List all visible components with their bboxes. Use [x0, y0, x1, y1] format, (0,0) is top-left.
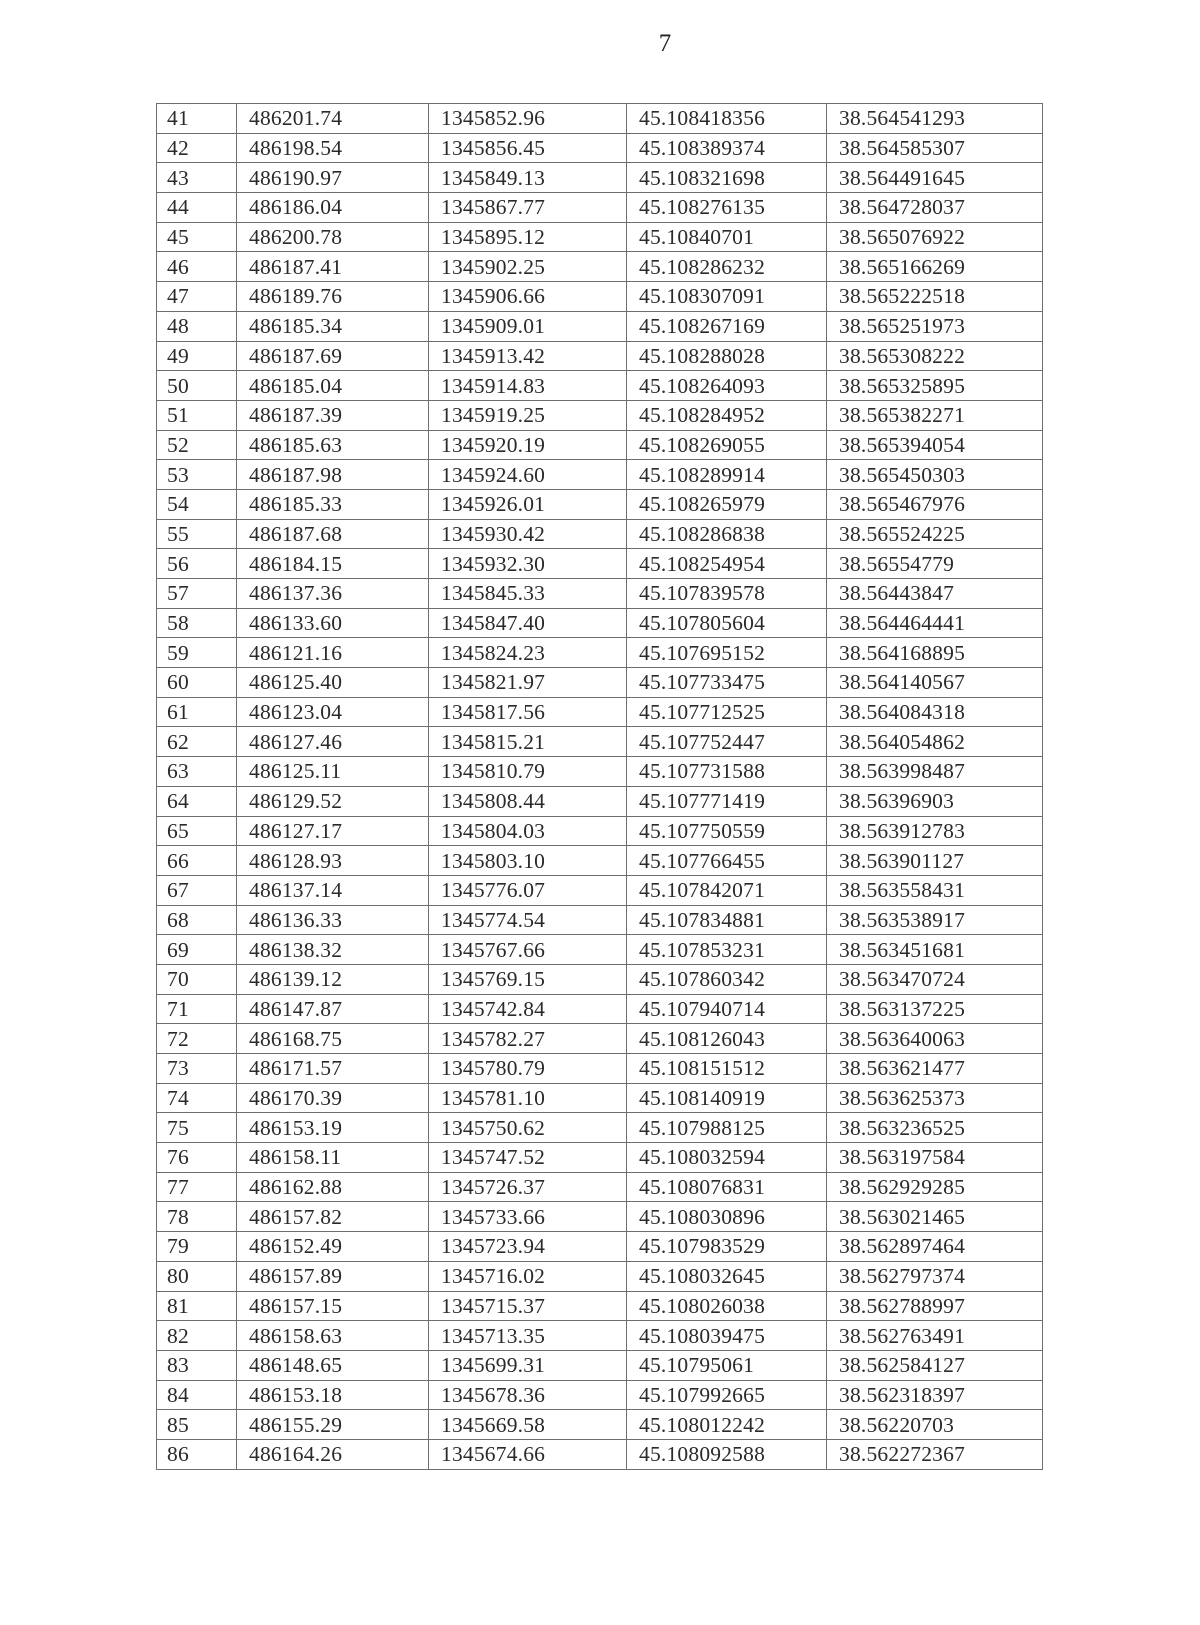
- latitude-cell: 45.108126043: [627, 1024, 827, 1054]
- point-number-cell: 73: [157, 1054, 237, 1084]
- latitude-cell: 45.108151512: [627, 1054, 827, 1084]
- table-row: [157, 994, 1043, 1024]
- x-coordinate-cell: 486186.04: [237, 193, 429, 223]
- longitude-cell: 38.564140567: [827, 668, 1043, 698]
- longitude-cell: 38.563998487: [827, 757, 1043, 787]
- point-number-cell: 86: [157, 1439, 237, 1469]
- latitude-cell: 45.108254954: [627, 549, 827, 579]
- x-coordinate-cell: 486185.04: [237, 371, 429, 401]
- latitude-cell: 45.108030896: [627, 1202, 827, 1232]
- y-coordinate-cell: 1345669.58: [429, 1410, 627, 1440]
- point-number-cell: 77: [157, 1172, 237, 1202]
- y-coordinate-cell: 1345716.02: [429, 1261, 627, 1291]
- point-number-cell: 44: [157, 193, 237, 223]
- y-coordinate-cell: 1345920.19: [429, 430, 627, 460]
- latitude-cell: 45.108026038: [627, 1291, 827, 1321]
- longitude-cell: 38.562797374: [827, 1261, 1043, 1291]
- table-row: [157, 341, 1043, 371]
- point-number-cell: 67: [157, 875, 237, 905]
- y-coordinate-cell: 1345932.30: [429, 549, 627, 579]
- point-number-cell: 84: [157, 1380, 237, 1410]
- x-coordinate-cell: 486125.11: [237, 757, 429, 787]
- y-coordinate-cell: 1345733.66: [429, 1202, 627, 1232]
- table-row: [157, 1410, 1043, 1440]
- latitude-cell: 45.107842071: [627, 875, 827, 905]
- point-number-cell: 83: [157, 1350, 237, 1380]
- x-coordinate-cell: 486185.63: [237, 430, 429, 460]
- table-row: [157, 638, 1043, 668]
- y-coordinate-cell: 1345713.35: [429, 1321, 627, 1351]
- y-coordinate-cell: 1345867.77: [429, 193, 627, 223]
- longitude-cell: 38.56443847: [827, 579, 1043, 609]
- longitude-cell: 38.563538917: [827, 905, 1043, 935]
- latitude-cell: 45.107992665: [627, 1380, 827, 1410]
- longitude-cell: 38.565251973: [827, 311, 1043, 341]
- longitude-cell: 38.563197584: [827, 1143, 1043, 1173]
- latitude-cell: 45.107983529: [627, 1232, 827, 1262]
- latitude-cell: 45.107805604: [627, 608, 827, 638]
- point-number-cell: 72: [157, 1024, 237, 1054]
- point-number-cell: 56: [157, 549, 237, 579]
- longitude-cell: 38.565394054: [827, 430, 1043, 460]
- x-coordinate-cell: 486148.65: [237, 1350, 429, 1380]
- latitude-cell: 45.108288028: [627, 341, 827, 371]
- longitude-cell: 38.565382271: [827, 400, 1043, 430]
- table-row: [157, 964, 1043, 994]
- longitude-cell: 38.563236525: [827, 1113, 1043, 1143]
- y-coordinate-cell: 1345810.79: [429, 757, 627, 787]
- latitude-cell: 45.107712525: [627, 697, 827, 727]
- y-coordinate-cell: 1345750.62: [429, 1113, 627, 1143]
- longitude-cell: 38.563558431: [827, 875, 1043, 905]
- longitude-cell: 38.562272367: [827, 1439, 1043, 1469]
- point-number-cell: 61: [157, 697, 237, 727]
- x-coordinate-cell: 486152.49: [237, 1232, 429, 1262]
- table-row: [157, 400, 1043, 430]
- point-number-cell: 74: [157, 1083, 237, 1113]
- point-number-cell: 50: [157, 371, 237, 401]
- point-number-cell: 43: [157, 163, 237, 193]
- y-coordinate-cell: 1345856.45: [429, 133, 627, 163]
- y-coordinate-cell: 1345678.36: [429, 1380, 627, 1410]
- longitude-cell: 38.564084318: [827, 697, 1043, 727]
- latitude-cell: 45.108265979: [627, 489, 827, 519]
- point-number-cell: 85: [157, 1410, 237, 1440]
- table-row: [157, 786, 1043, 816]
- latitude-cell: 45.108032645: [627, 1261, 827, 1291]
- latitude-cell: 45.108321698: [627, 163, 827, 193]
- point-number-cell: 71: [157, 994, 237, 1024]
- x-coordinate-cell: 486184.15: [237, 549, 429, 579]
- latitude-cell: 45.108039475: [627, 1321, 827, 1351]
- latitude-cell: 45.108076831: [627, 1172, 827, 1202]
- table-row: [157, 1350, 1043, 1380]
- x-coordinate-cell: 486187.41: [237, 252, 429, 282]
- latitude-cell: 45.10840701: [627, 222, 827, 252]
- y-coordinate-cell: 1345895.12: [429, 222, 627, 252]
- longitude-cell: 38.565308222: [827, 341, 1043, 371]
- latitude-cell: 45.108140919: [627, 1083, 827, 1113]
- x-coordinate-cell: 486157.82: [237, 1202, 429, 1232]
- table-row: [157, 1083, 1043, 1113]
- y-coordinate-cell: 1345747.52: [429, 1143, 627, 1173]
- point-number-cell: 46: [157, 252, 237, 282]
- table-row: [157, 757, 1043, 787]
- table-row: [157, 252, 1043, 282]
- table-row: [157, 1172, 1043, 1202]
- longitude-cell: 38.56554779: [827, 549, 1043, 579]
- y-coordinate-cell: 1345817.56: [429, 697, 627, 727]
- x-coordinate-cell: 486121.16: [237, 638, 429, 668]
- point-number-cell: 80: [157, 1261, 237, 1291]
- point-number-cell: 70: [157, 964, 237, 994]
- point-number-cell: 48: [157, 311, 237, 341]
- latitude-cell: 45.108284952: [627, 400, 827, 430]
- point-number-cell: 60: [157, 668, 237, 698]
- longitude-cell: 38.565467976: [827, 489, 1043, 519]
- table-row: [157, 1261, 1043, 1291]
- y-coordinate-cell: 1345808.44: [429, 786, 627, 816]
- point-number-cell: 76: [157, 1143, 237, 1173]
- x-coordinate-cell: 486187.69: [237, 341, 429, 371]
- x-coordinate-cell: 486170.39: [237, 1083, 429, 1113]
- x-coordinate-cell: 486147.87: [237, 994, 429, 1024]
- point-number-cell: 69: [157, 935, 237, 965]
- latitude-cell: 45.107766455: [627, 846, 827, 876]
- point-number-cell: 59: [157, 638, 237, 668]
- longitude-cell: 38.565076922: [827, 222, 1043, 252]
- point-number-cell: 82: [157, 1321, 237, 1351]
- table-row: [157, 727, 1043, 757]
- longitude-cell: 38.565524225: [827, 519, 1043, 549]
- point-number-cell: 41: [157, 104, 237, 134]
- table-row: [157, 1202, 1043, 1232]
- x-coordinate-cell: 486133.60: [237, 608, 429, 638]
- coordinates-table-body: [157, 104, 1043, 1470]
- x-coordinate-cell: 486157.15: [237, 1291, 429, 1321]
- table-row: [157, 875, 1043, 905]
- longitude-cell: 38.562318397: [827, 1380, 1043, 1410]
- y-coordinate-cell: 1345715.37: [429, 1291, 627, 1321]
- longitude-cell: 38.563625373: [827, 1083, 1043, 1113]
- y-coordinate-cell: 1345906.66: [429, 282, 627, 312]
- y-coordinate-cell: 1345815.21: [429, 727, 627, 757]
- longitude-cell: 38.563470724: [827, 964, 1043, 994]
- point-number-cell: 64: [157, 786, 237, 816]
- y-coordinate-cell: 1345782.27: [429, 1024, 627, 1054]
- latitude-cell: 45.108389374: [627, 133, 827, 163]
- x-coordinate-cell: 486128.93: [237, 846, 429, 876]
- longitude-cell: 38.564491645: [827, 163, 1043, 193]
- latitude-cell: 45.107750559: [627, 816, 827, 846]
- x-coordinate-cell: 486201.74: [237, 104, 429, 134]
- x-coordinate-cell: 486185.33: [237, 489, 429, 519]
- point-number-cell: 58: [157, 608, 237, 638]
- table-row: [157, 430, 1043, 460]
- y-coordinate-cell: 1345776.07: [429, 875, 627, 905]
- latitude-cell: 45.108307091: [627, 282, 827, 312]
- table-row: [157, 489, 1043, 519]
- point-number-cell: 54: [157, 489, 237, 519]
- point-number-cell: 63: [157, 757, 237, 787]
- latitude-cell: 45.107834881: [627, 905, 827, 935]
- y-coordinate-cell: 1345914.83: [429, 371, 627, 401]
- y-coordinate-cell: 1345902.25: [429, 252, 627, 282]
- table-row: [157, 282, 1043, 312]
- longitude-cell: 38.563912783: [827, 816, 1043, 846]
- point-number-cell: 62: [157, 727, 237, 757]
- y-coordinate-cell: 1345926.01: [429, 489, 627, 519]
- y-coordinate-cell: 1345930.42: [429, 519, 627, 549]
- point-number-cell: 53: [157, 460, 237, 490]
- latitude-cell: 45.107752447: [627, 727, 827, 757]
- y-coordinate-cell: 1345726.37: [429, 1172, 627, 1202]
- y-coordinate-cell: 1345723.94: [429, 1232, 627, 1262]
- y-coordinate-cell: 1345699.31: [429, 1350, 627, 1380]
- x-coordinate-cell: 486171.57: [237, 1054, 429, 1084]
- latitude-cell: 45.108276135: [627, 193, 827, 223]
- x-coordinate-cell: 486139.12: [237, 964, 429, 994]
- coordinates-table: [156, 103, 1043, 1470]
- y-coordinate-cell: 1345909.01: [429, 311, 627, 341]
- x-coordinate-cell: 486158.63: [237, 1321, 429, 1351]
- latitude-cell: 45.108286838: [627, 519, 827, 549]
- y-coordinate-cell: 1345919.25: [429, 400, 627, 430]
- latitude-cell: 45.107733475: [627, 668, 827, 698]
- point-number-cell: 45: [157, 222, 237, 252]
- x-coordinate-cell: 486137.14: [237, 875, 429, 905]
- point-number-cell: 49: [157, 341, 237, 371]
- longitude-cell: 38.564585307: [827, 133, 1043, 163]
- y-coordinate-cell: 1345824.23: [429, 638, 627, 668]
- longitude-cell: 38.56396903: [827, 786, 1043, 816]
- latitude-cell: 45.108286232: [627, 252, 827, 282]
- longitude-cell: 38.565325895: [827, 371, 1043, 401]
- latitude-cell: 45.108264093: [627, 371, 827, 401]
- page-number: 7: [658, 30, 672, 57]
- y-coordinate-cell: 1345849.13: [429, 163, 627, 193]
- latitude-cell: 45.107853231: [627, 935, 827, 965]
- latitude-cell: 45.108289914: [627, 460, 827, 490]
- x-coordinate-cell: 486125.40: [237, 668, 429, 698]
- point-number-cell: 75: [157, 1113, 237, 1143]
- x-coordinate-cell: 486153.19: [237, 1113, 429, 1143]
- table-row: [157, 549, 1043, 579]
- y-coordinate-cell: 1345804.03: [429, 816, 627, 846]
- table-row: [157, 608, 1043, 638]
- x-coordinate-cell: 486153.18: [237, 1380, 429, 1410]
- x-coordinate-cell: 486155.29: [237, 1410, 429, 1440]
- longitude-cell: 38.562788997: [827, 1291, 1043, 1321]
- x-coordinate-cell: 486200.78: [237, 222, 429, 252]
- longitude-cell: 38.562929285: [827, 1172, 1043, 1202]
- latitude-cell: 45.108012242: [627, 1410, 827, 1440]
- y-coordinate-cell: 1345767.66: [429, 935, 627, 965]
- table-row: [157, 104, 1043, 134]
- longitude-cell: 38.56220703: [827, 1410, 1043, 1440]
- table-row: [157, 579, 1043, 609]
- table-row: [157, 460, 1043, 490]
- table-row: [157, 519, 1043, 549]
- point-number-cell: 79: [157, 1232, 237, 1262]
- longitude-cell: 38.562897464: [827, 1232, 1043, 1262]
- x-coordinate-cell: 486127.46: [237, 727, 429, 757]
- x-coordinate-cell: 486164.26: [237, 1439, 429, 1469]
- y-coordinate-cell: 1345781.10: [429, 1083, 627, 1113]
- table-row: [157, 935, 1043, 965]
- y-coordinate-cell: 1345774.54: [429, 905, 627, 935]
- x-coordinate-cell: 486190.97: [237, 163, 429, 193]
- x-coordinate-cell: 486189.76: [237, 282, 429, 312]
- x-coordinate-cell: 486187.39: [237, 400, 429, 430]
- point-number-cell: 57: [157, 579, 237, 609]
- latitude-cell: 45.107860342: [627, 964, 827, 994]
- x-coordinate-cell: 486187.98: [237, 460, 429, 490]
- table-row: [157, 668, 1043, 698]
- table-row: [157, 311, 1043, 341]
- longitude-cell: 38.563621477: [827, 1054, 1043, 1084]
- longitude-cell: 38.563021465: [827, 1202, 1043, 1232]
- point-number-cell: 42: [157, 133, 237, 163]
- longitude-cell: 38.564168895: [827, 638, 1043, 668]
- point-number-cell: 55: [157, 519, 237, 549]
- longitude-cell: 38.563451681: [827, 935, 1043, 965]
- y-coordinate-cell: 1345852.96: [429, 104, 627, 134]
- longitude-cell: 38.564728037: [827, 193, 1043, 223]
- latitude-cell: 45.108032594: [627, 1143, 827, 1173]
- x-coordinate-cell: 486185.34: [237, 311, 429, 341]
- table-row: [157, 1024, 1043, 1054]
- longitude-cell: 38.563901127: [827, 846, 1043, 876]
- x-coordinate-cell: 486129.52: [237, 786, 429, 816]
- latitude-cell: 45.108267169: [627, 311, 827, 341]
- table-row: [157, 846, 1043, 876]
- x-coordinate-cell: 486158.11: [237, 1143, 429, 1173]
- table-row: [157, 1439, 1043, 1469]
- longitude-cell: 38.565222518: [827, 282, 1043, 312]
- point-number-cell: 52: [157, 430, 237, 460]
- table-row: [157, 133, 1043, 163]
- y-coordinate-cell: 1345847.40: [429, 608, 627, 638]
- table-row: [157, 1054, 1043, 1084]
- y-coordinate-cell: 1345913.42: [429, 341, 627, 371]
- point-number-cell: 78: [157, 1202, 237, 1232]
- table-row: [157, 1291, 1043, 1321]
- latitude-cell: 45.107731588: [627, 757, 827, 787]
- latitude-cell: 45.107771419: [627, 786, 827, 816]
- latitude-cell: 45.107988125: [627, 1113, 827, 1143]
- x-coordinate-cell: 486138.32: [237, 935, 429, 965]
- table-row: [157, 1232, 1043, 1262]
- y-coordinate-cell: 1345845.33: [429, 579, 627, 609]
- x-coordinate-cell: 486198.54: [237, 133, 429, 163]
- table-row: [157, 816, 1043, 846]
- y-coordinate-cell: 1345780.79: [429, 1054, 627, 1084]
- y-coordinate-cell: 1345674.66: [429, 1439, 627, 1469]
- table-row: [157, 193, 1043, 223]
- y-coordinate-cell: 1345742.84: [429, 994, 627, 1024]
- point-number-cell: 65: [157, 816, 237, 846]
- table-row: [157, 1113, 1043, 1143]
- latitude-cell: 45.107839578: [627, 579, 827, 609]
- table-row: [157, 905, 1043, 935]
- table-row: [157, 163, 1043, 193]
- point-number-cell: 47: [157, 282, 237, 312]
- x-coordinate-cell: 486123.04: [237, 697, 429, 727]
- x-coordinate-cell: 486127.17: [237, 816, 429, 846]
- longitude-cell: 38.565166269: [827, 252, 1043, 282]
- latitude-cell: 45.107695152: [627, 638, 827, 668]
- point-number-cell: 51: [157, 400, 237, 430]
- y-coordinate-cell: 1345821.97: [429, 668, 627, 698]
- table-row: [157, 697, 1043, 727]
- point-number-cell: 66: [157, 846, 237, 876]
- point-number-cell: 81: [157, 1291, 237, 1321]
- longitude-cell: 38.564541293: [827, 104, 1043, 134]
- y-coordinate-cell: 1345924.60: [429, 460, 627, 490]
- table-row: [157, 1143, 1043, 1173]
- y-coordinate-cell: 1345769.15: [429, 964, 627, 994]
- longitude-cell: 38.562584127: [827, 1350, 1043, 1380]
- longitude-cell: 38.564464441: [827, 608, 1043, 638]
- latitude-cell: 45.10795061: [627, 1350, 827, 1380]
- x-coordinate-cell: 486136.33: [237, 905, 429, 935]
- table-row: [157, 1380, 1043, 1410]
- longitude-cell: 38.564054862: [827, 727, 1043, 757]
- point-number-cell: 68: [157, 905, 237, 935]
- latitude-cell: 45.107940714: [627, 994, 827, 1024]
- table-row: [157, 222, 1043, 252]
- y-coordinate-cell: 1345803.10: [429, 846, 627, 876]
- longitude-cell: 38.562763491: [827, 1321, 1043, 1351]
- longitude-cell: 38.563640063: [827, 1024, 1043, 1054]
- longitude-cell: 38.563137225: [827, 994, 1043, 1024]
- latitude-cell: 45.108269055: [627, 430, 827, 460]
- table-row: [157, 371, 1043, 401]
- x-coordinate-cell: 486162.88: [237, 1172, 429, 1202]
- x-coordinate-cell: 486157.89: [237, 1261, 429, 1291]
- latitude-cell: 45.108418356: [627, 104, 827, 134]
- longitude-cell: 38.565450303: [827, 460, 1043, 490]
- x-coordinate-cell: 486137.36: [237, 579, 429, 609]
- latitude-cell: 45.108092588: [627, 1439, 827, 1469]
- x-coordinate-cell: 486168.75: [237, 1024, 429, 1054]
- table-row: [157, 1321, 1043, 1351]
- x-coordinate-cell: 486187.68: [237, 519, 429, 549]
